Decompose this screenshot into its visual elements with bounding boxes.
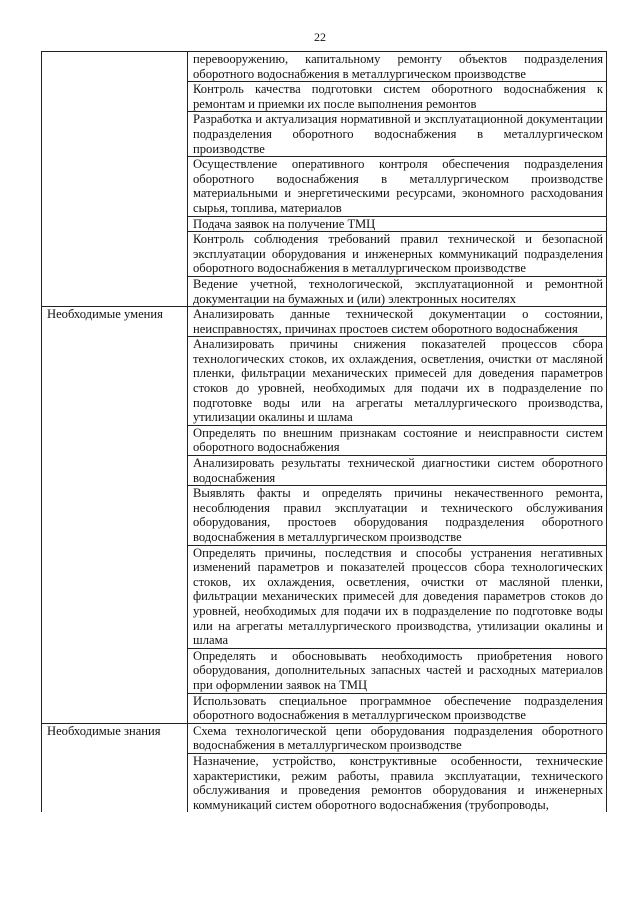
row-content: Ведение учетной, технологической, эксплуатационной и ремонтной документации на бумажных и (или) электронных носителях xyxy=(188,276,607,306)
row-content: Анализировать данные технической документации о состоянии, неисправностях, причинах простоев систем оборотного водоснабжения xyxy=(188,307,607,337)
table-row xyxy=(42,52,607,82)
table-row xyxy=(42,112,607,157)
section-label-skills: Необходимые умения xyxy=(42,307,188,337)
row-label-empty xyxy=(42,276,188,306)
row-content: Контроль качества подготовки систем оборотного водоснабжения к ремонтам и приемки их после выполнения ремонтов xyxy=(188,82,607,112)
section-label-knowledge: Необходимые знания xyxy=(42,723,188,753)
row-label-empty xyxy=(42,456,188,486)
table-row xyxy=(42,307,607,337)
row-content: Осуществление оперативного контроля обеспечения подразделения оборотного водоснабжения в металлургическом производстве материальными и энергетическими ресурсами, экономного расходования сырья, топлива, материалов xyxy=(188,157,607,216)
table-row xyxy=(42,232,607,277)
table-row xyxy=(42,456,607,486)
table-row xyxy=(42,545,607,648)
row-content: Выявлять факты и определять причины некачественного ремонта, несоблюдения правил эксплуатации и технического обслуживания оборудования, простоев оборудования подразделения оборотного водоснабжения в металлургическом производстве xyxy=(188,486,607,545)
table-row xyxy=(42,82,607,112)
row-content: Подача заявок на получение ТМЦ xyxy=(188,216,607,232)
row-content: Определять причины, последствия и способы устранения негативных изменений параметров и показателей процессов сбора технологических стоков, их охлаждения, осветления, очистки от масляной пленки, фильтрации механических примесей для доведения параметров стоков до уровней, необходимых для подачи их в подразделение по подготовке воды или на агрегаты металлургического производства, утилизации окалины и шлама xyxy=(188,545,607,648)
table-row xyxy=(42,753,607,812)
table-row xyxy=(42,486,607,545)
table-row xyxy=(42,337,607,426)
table-row xyxy=(42,723,607,753)
row-label-empty xyxy=(42,486,188,545)
row-label-empty xyxy=(42,425,188,455)
row-label-empty xyxy=(42,545,188,648)
row-content: Анализировать результаты технической диагностики систем оборотного водоснабжения xyxy=(188,456,607,486)
row-content: Определять и обосновывать необходимость приобретения нового оборудования, дополнительных запасных частей и расходных материалов при оформлении заявок на ТМЦ xyxy=(188,648,607,693)
row-label-empty xyxy=(42,112,188,157)
row-label-empty xyxy=(42,753,188,812)
row-content: Схема технологической цепи оборудования подразделения оборотного водоснабжения в металлургическом производстве xyxy=(188,723,607,753)
row-label-empty xyxy=(42,157,188,216)
row-content: Контроль соблюдения требований правил технической и безопасной эксплуатации оборудования и инженерных коммуникаций подразделения оборотного водоснабжения в металлургическом производстве xyxy=(188,232,607,277)
table-row xyxy=(42,216,607,232)
table-row xyxy=(42,276,607,306)
table-row xyxy=(42,425,607,455)
row-content: Использовать специальное программное обеспечение подразделения оборотного водоснабжения в металлургическом производстве xyxy=(188,693,607,723)
row-label-empty xyxy=(42,232,188,277)
table-row xyxy=(42,157,607,216)
page-number: 22 xyxy=(314,30,326,44)
row-label-empty xyxy=(42,648,188,693)
row-content: Назначение, устройство, конструктивные особенности, технические характеристики, режим работы, правила эксплуатации, технического обслуживания и проведения ремонтов оборудования и инженерных коммуникаций систем оборотного водоснабжения (трубопроводы, xyxy=(188,753,607,812)
row-label-empty xyxy=(42,216,188,232)
row-label-empty xyxy=(42,82,188,112)
row-label-empty xyxy=(42,693,188,723)
row-content: Определять по внешним признакам состояние и неисправности систем оборотного водоснабжения xyxy=(188,425,607,455)
row-content: Разработка и актуализация нормативной и эксплуатационной документации подразделения оборотного водоснабжения в металлургическом производстве xyxy=(188,112,607,157)
row-label-empty xyxy=(42,337,188,426)
table-row xyxy=(42,648,607,693)
row-content: перевооружению, капитальному ремонту объектов подразделения оборотного водоснабжения в металлургическом производстве xyxy=(188,52,607,82)
row-content: Анализировать причины снижения показателей процессов сбора технологических стоков, их охлаждения, осветления, очистки от масляной пленки, фильтрации механических примесей для доведения параметров стоков до уровней, необходимых для подачи их в подразделение по подготовке воды или на агрегаты металлургического производства, утилизации окалины и шлама xyxy=(188,337,607,426)
table-row xyxy=(42,693,607,723)
labor-functions-table xyxy=(41,51,607,812)
row-label xyxy=(42,52,188,82)
